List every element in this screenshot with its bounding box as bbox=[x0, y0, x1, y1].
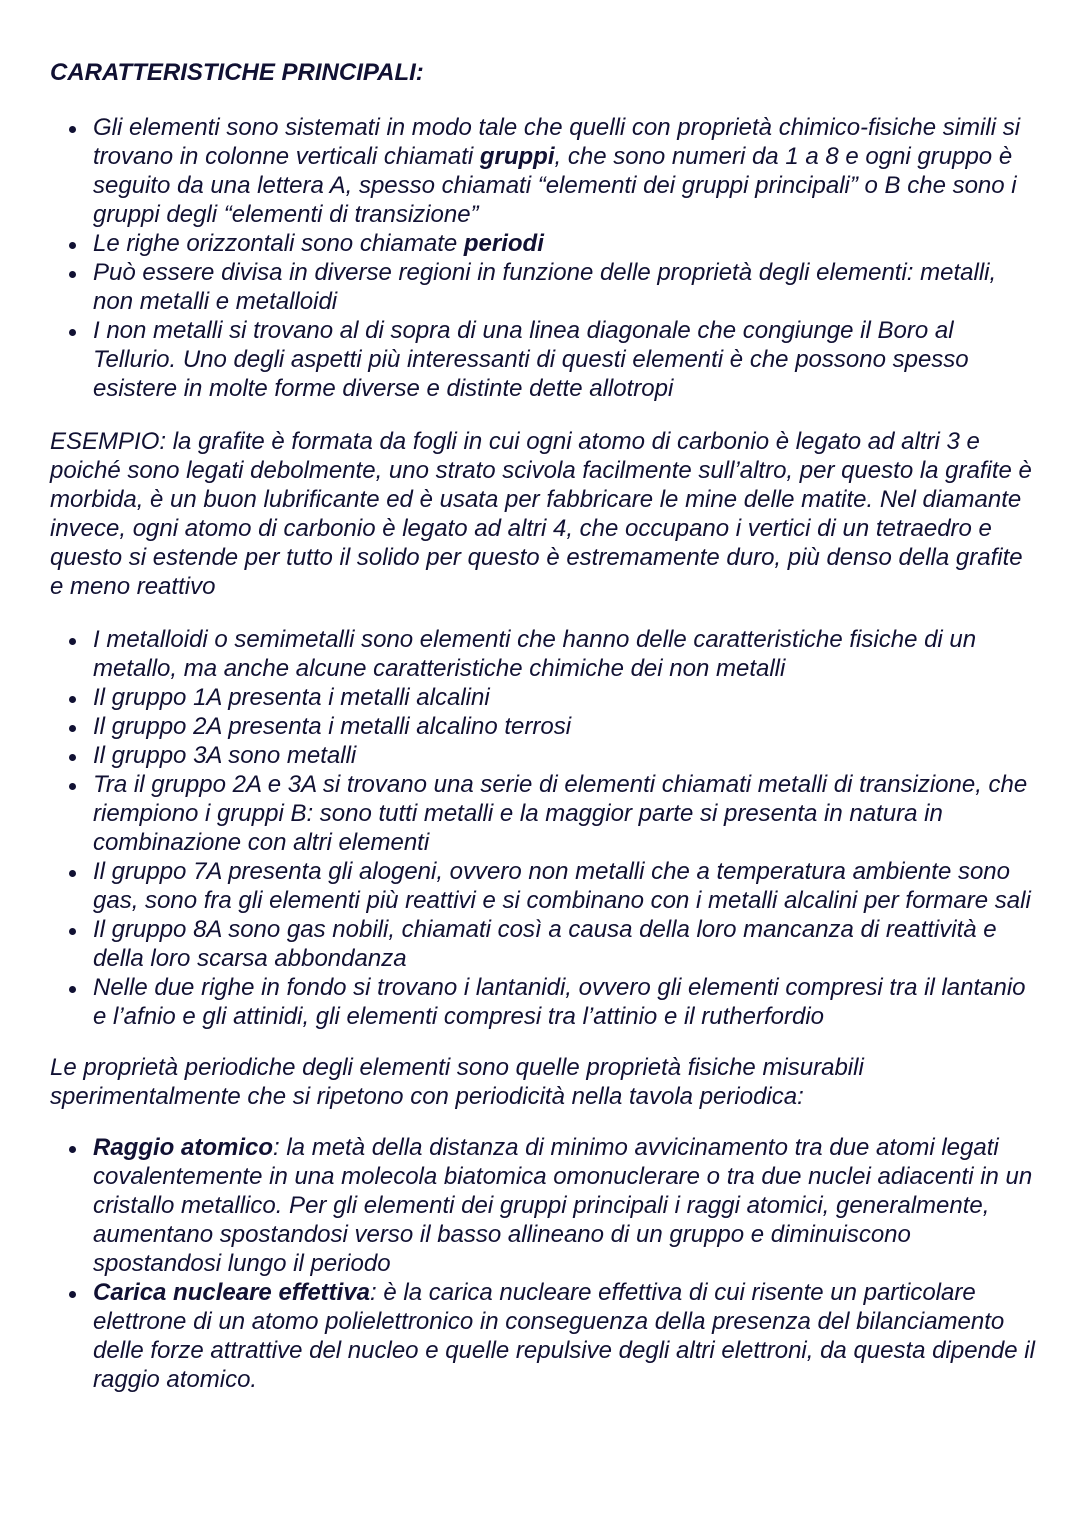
list-item bbox=[50, 229, 1040, 258]
list-item-text: : è la carica nucleare effettiva di cui risente un particolare elettrone di un atomo polielettronico in conseguenza della presenza del bilanciamento delle forze attrattive del nucleo e quelle repulsive degli altri elettroni, da questa dipende il raggio atomico. bbox=[93, 1279, 1035, 1393]
periodic-properties-list bbox=[50, 1133, 1040, 1394]
list-item-text: Le righe orizzontali sono chiamate bbox=[93, 230, 464, 257]
list-item bbox=[50, 973, 1040, 1031]
list-item bbox=[50, 712, 1040, 741]
list-item-text: Il gruppo 2A presenta i metalli alcalino terrosi bbox=[93, 713, 572, 740]
list-item-text: Il gruppo 8A sono gas nobili, chiamati così a causa della loro mancanza di reattività e della loro scarsa abbondanza bbox=[93, 916, 997, 972]
list-item bbox=[50, 915, 1040, 973]
list-item bbox=[50, 625, 1040, 683]
list-item bbox=[50, 1278, 1040, 1394]
list-item-text: I non metalli si trovano al di sopra di una linea diagonale che congiunge il Boro al Tellurio. Uno degli aspetti più interessanti di questi elementi è che possono spesso esistere in molte forme diverse e distinte dette allotropi bbox=[93, 317, 969, 402]
bold-term: gruppi bbox=[479, 143, 555, 170]
list-item-text: Gli elementi sono sistemati in modo tale che quelli con proprietà chimico-fisiche simili si trovano in colonne verticali chiamati bbox=[93, 114, 1021, 170]
list-item bbox=[50, 1133, 1040, 1278]
list-item-text: Nelle due righe in fondo si trovano i lantanidi, ovvero gli elementi compresi tra il lantanio e l’afnio e gli attinidi, gli elementi compresi tra l’attinio e il rutherfordio bbox=[93, 974, 1026, 1030]
list-item bbox=[50, 316, 1040, 403]
list-item-text: : la metà della distanza di minimo avvicinamento tra due atomi legati covalentemente in una molecola biatomica omonuclerare o tra due nuclei adiacenti in un cristallo metallico. Per gli elementi dei gruppi principali i raggi atomici, generalmente, aumentano spostandosi verso il basso allineano di un gruppo e diminuiscono spostandosi lungo il periodo bbox=[93, 1134, 1033, 1277]
bold-term: Carica nucleare effettiva bbox=[93, 1279, 371, 1306]
periodic-properties-intro: Le proprietà periodiche degli elementi sono quelle proprietà fisiche misurabili sperimentalmente che si ripetono con periodicità nella tavola periodica: bbox=[50, 1054, 864, 1110]
list-item bbox=[50, 113, 1040, 229]
list-item bbox=[50, 741, 1040, 770]
list-item bbox=[50, 857, 1040, 915]
section-heading: CARATTERISTICHE PRINCIPALI: bbox=[50, 59, 424, 86]
list-item-text: Può essere divisa in diverse regioni in funzione delle proprietà degli elementi: metalli, non metalli e metalloidi bbox=[93, 259, 997, 315]
element-groups-list bbox=[50, 625, 1040, 1031]
list-item-text: Il gruppo 1A presenta i metalli alcalini bbox=[93, 684, 490, 711]
list-item-text: I metalloidi o semimetalli sono elementi che hanno delle caratteristiche fisiche di un metallo, ma anche alcune caratteristiche chimiche dei non metalli bbox=[93, 626, 977, 682]
list-item bbox=[50, 258, 1040, 316]
list-item bbox=[50, 683, 1040, 712]
list-item bbox=[50, 770, 1040, 857]
list-item-text: , che sono numeri da 1 a 8 e ogni gruppo è seguito da una lettera A, spesso chiamati “elementi dei gruppi principali” o B che sono i gruppi degli “elementi di transizione” bbox=[93, 143, 1017, 228]
bold-term: periodi bbox=[463, 230, 544, 257]
bold-term: Raggio atomico bbox=[93, 1134, 274, 1161]
list-item-text: Tra il gruppo 2A e 3A si trovano una serie di elementi chiamati metalli di transizione, che riempiono i gruppi B: sono tutti metalli e la maggior parte si presenta in natura in combinazione con altri elementi bbox=[93, 771, 1028, 856]
list-item-text: Il gruppo 7A presenta gli alogeni, ovvero non metalli che a temperatura ambiente sono gas, sono fra gli elementi più reattivi e si combinano con i metalli alcalini per formare sali bbox=[93, 858, 1031, 914]
document-page bbox=[50, 58, 1040, 1394]
list-item-text: Il gruppo 3A sono metalli bbox=[93, 742, 357, 769]
features-list bbox=[50, 113, 1040, 403]
example-paragraph: ESEMPIO: la grafite è formata da fogli in cui ogni atomo di carbonio è legato ad altri 3 e poiché sono legati debolmente, uno strato scivola facilmente sull’altro, per questo la grafite è morbida, è un buon lubrificante ed è usata per fabbricare le mine delle matite. Nel diamante invece, ogni atomo di carbonio è legato ad altri 4, che occupano i vertici di un tetraedro e questo si estende per tutto il solido per questo è estremamente duro, più denso della grafite e meno reattivo bbox=[50, 428, 1032, 600]
